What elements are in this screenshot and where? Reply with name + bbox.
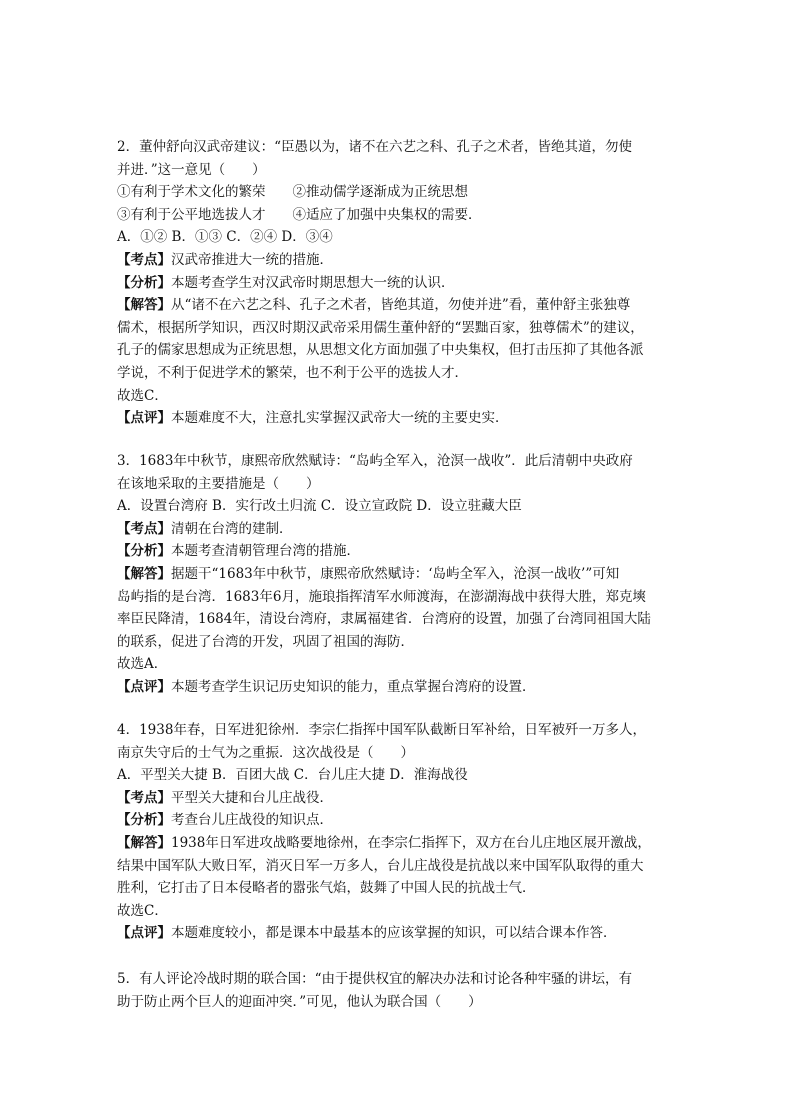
option-line: A．设置台湾府 B．实行改土归流 C．设立宣政院 D．设立驻藏大臣 [117, 498, 522, 515]
answer-line: 故选C． [117, 902, 168, 919]
jieda-tag: 【解答】 [117, 834, 171, 851]
fenxi-tag: 【分析】 [117, 274, 171, 291]
kaodian-tag: 【考点】 [117, 520, 171, 537]
dianping-tag: 【点评】 [117, 925, 171, 942]
dianping-line [117, 676, 677, 699]
question-5 [117, 968, 677, 1013]
question-stem-line: 3．1683年中秋节，康熙帝欣然赋诗：“岛屿全军入，沧溟一战收”．此后清朝中央政府 [117, 453, 633, 469]
option-line: ①有利于学术文化的繁荣 ②推动儒学逐渐成为正统思想 [117, 184, 468, 201]
kaodian-tag: 【考点】 [117, 251, 171, 268]
dianping-tag: 【点评】 [117, 410, 171, 427]
dianping-text: 本题难度不大，注意扎实掌握汉武帝大一统的主要史实． [171, 410, 509, 427]
jieda-text: 1938年日军进攻战略要地徐州，在李宗仁指挥下，双方在台儿庄地区展开激战， [171, 834, 651, 851]
jieda-line: 胜利，它打击了日本侵略者的嚣张气焰，鼓舞了中国人民的抗战士气． [117, 880, 536, 897]
question-4 [117, 719, 677, 945]
dianping-tag: 【点评】 [117, 678, 171, 695]
fenxi-tag: 【分析】 [117, 543, 171, 560]
jieda-line [117, 294, 677, 317]
fenxi-text: 考查台儿庄战役的知识点． [171, 812, 333, 829]
fenxi-tag: 【分析】 [117, 812, 171, 829]
jieda-line: 的联系，促进了台湾的开发，巩固了祖国的海防． [117, 633, 414, 650]
option-line: A．平型关大捷 B．百团大战 C．台儿庄大捷 D．淮海战役 [117, 767, 468, 784]
question-stem-line: 并进．”这一意见（ ） [117, 161, 266, 178]
jieda-text: 据题干“1683年中秋节，康熙帝欣然赋诗：‘岛屿全军入，沧溟一战收’”可知 [171, 565, 620, 582]
kaodian-text: 汉武帝推进大一统的措施． [171, 251, 333, 268]
kaodian-line [117, 249, 677, 272]
question-stem-line: 助于防止两个巨人的迎面冲突．”可见，他认为联合国（ ） [117, 993, 482, 1010]
jieda-line: 率臣民降清，1684年，清设台湾府，隶属福建省．台湾府的设置，加强了台湾同祖国大陆 [117, 611, 651, 628]
question-stem-line: 在该地采取的主要措施是（ ） [117, 475, 320, 492]
fenxi-text: 本题考查学生对汉武帝时期思想大一统的认识． [171, 274, 455, 291]
fenxi-line [117, 809, 677, 832]
question-3 [117, 450, 677, 699]
fenxi-line [117, 540, 677, 563]
answer-line: 故选C． [117, 387, 168, 404]
kaodian-tag: 【考点】 [117, 789, 171, 806]
jieda-tag: 【解答】 [117, 565, 171, 582]
question-stem-line: 4．1938年春，日军进犯徐州．李宗仁指挥中国军队截断日军补给，日军被歼一万多人， [117, 722, 646, 738]
dianping-text: 本题考查学生识记历史知识的能力，重点掌握台湾府的设置． [171, 678, 536, 695]
jieda-line: 结果中国军队大败日军，消灭日军一万多人，台儿庄战役是抗战以来中国军队取得的重大 [117, 857, 644, 874]
kaodian-line [117, 787, 677, 810]
jieda-line: 岛屿指的是台湾．1683年6月，施琅指挥清军水师渡海，在澎湖海战中获得大胜，郑克塽 [117, 588, 646, 605]
question-stem-line: 南京失守后的士气为之重振．这次战役是（ ） [117, 744, 414, 761]
jieda-line: 孔子的儒家思想成为正统思想，从思想文化方面加强了中央集权，但打击压抑了其他各派 [117, 342, 644, 359]
option-line: A．①② B．①③ C．②④ D．③④ [117, 229, 333, 246]
fenxi-line [117, 272, 677, 295]
question-2 [117, 136, 677, 430]
answer-line: 故选A． [117, 656, 168, 673]
kaodian-text: 清朝在台湾的建制． [171, 520, 293, 537]
jieda-tag: 【解答】 [117, 297, 171, 314]
kaodian-line [117, 518, 677, 541]
option-line: ③有利于公平地选拔人才 ④适应了加强中央集权的需要． [117, 206, 482, 223]
jieda-line: 学说，不利于促进学术的繁荣，也不利于公平的选拔人才． [117, 364, 468, 381]
question-stem-line: 5．有人评论冷战时期的联合国：“由于提供权宜的解决办法和讨论各种牢骚的讲坛，有 [117, 971, 632, 987]
jieda-text: 从“诸不在六艺之科、孔子之术者，皆绝其道，勿使并进”看，董仲舒主张独尊 [171, 297, 631, 314]
dianping-text: 本题难度较小，都是课本中最基本的应该掌握的知识，可以结合课本作答． [171, 925, 617, 942]
jieda-line [117, 563, 677, 586]
question-stem-line: 2．董仲舒向汉武帝建议：“臣愚以为，诸不在六艺之科、孔子之术者，皆绝其道，勿使 [117, 139, 632, 155]
dianping-line [117, 922, 677, 945]
jieda-line [117, 832, 677, 855]
fenxi-text: 本题考查清朝管理台湾的措施． [171, 543, 360, 560]
kaodian-text: 平型关大捷和台儿庄战役． [171, 789, 333, 806]
jieda-line: 儒术，根据所学知识，西汉时期汉武帝采用儒生董仲舒的“罢黜百家，独尊儒术”的建议， [117, 319, 644, 336]
dianping-line [117, 407, 677, 430]
